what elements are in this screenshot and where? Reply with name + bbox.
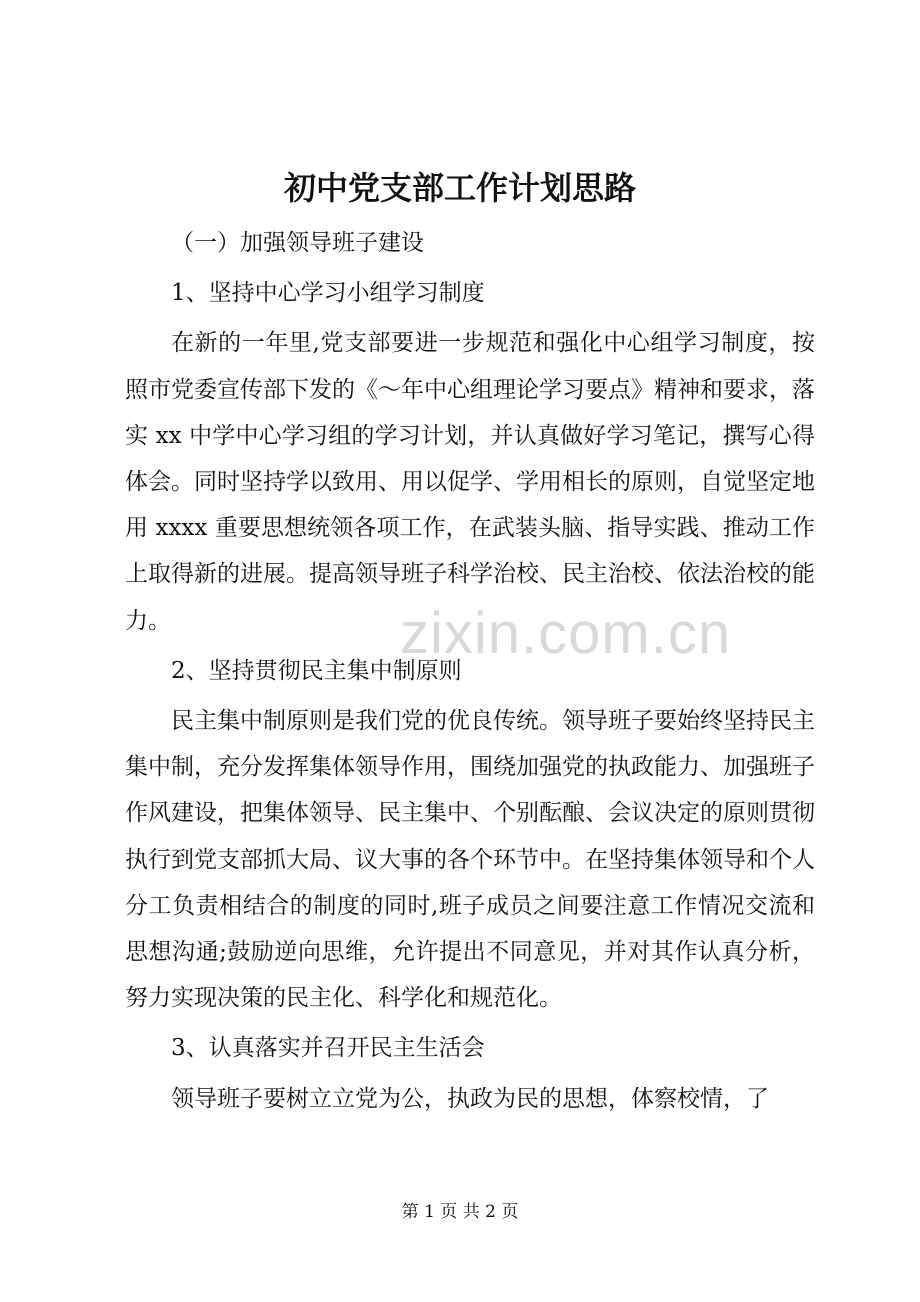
body-paragraph: 在新的一年里,党支部要进一步规范和强化中心组学习制度，按照市党委宣传部下发的《～年中心组理论学习要点》精神和要求，落实 xx 中学中心学习组的学习计划，并认真做好学习笔记，撰写心得体会。同时坚持学以致用、用以促学、学用相长的原则，自觉坚定地用 xxxx 重要思想统领各项工作，在武装头脑、指导实践、推动工作上取得新的进展。提高领导班子科学治校、民主治校、依法治校的能力。 <box>125 330 815 634</box>
subsection-heading: 1、坚持中心学习小组学习制度 <box>171 280 485 307</box>
document-body <box>125 216 815 1122</box>
subsection-heading: 3、认真落实并召开民主生活会 <box>171 1035 485 1062</box>
page-footer: 第 1 页 共 2 页 <box>401 1202 519 1222</box>
watermark: zixin.com.cn <box>400 601 732 666</box>
body-paragraph: 民主集中制原则是我们党的优良传统。领导班子要始终坚持民主集中制，充分发挥集体领导作用，围绕加强党的执政能力、加强班子作风建设，把集体领导、民主集中、个别酝酿、会议决定的原则贯彻执行到党支部抓大局、议大事的各个环节中。在坚持集体领导和个人分工负责相结合的制度的同时,班子成员之间要注意工作情况交流和思想沟通;鼓励逆向思维，允许提出不同意见，并对其作认真分析，努力实现决策的民主化、科学化和规范化。 <box>125 708 815 1012</box>
section-heading: （一）加强领导班子建设 <box>171 230 424 256</box>
document-title: 初中党支部工作计划思路 <box>283 169 636 207</box>
body-paragraph: 领导班子要树立立党为公，执政为民的思想，体察校情，了 <box>171 1085 769 1112</box>
subsection-heading: 2、坚持贯彻民主集中制原则 <box>171 657 462 684</box>
